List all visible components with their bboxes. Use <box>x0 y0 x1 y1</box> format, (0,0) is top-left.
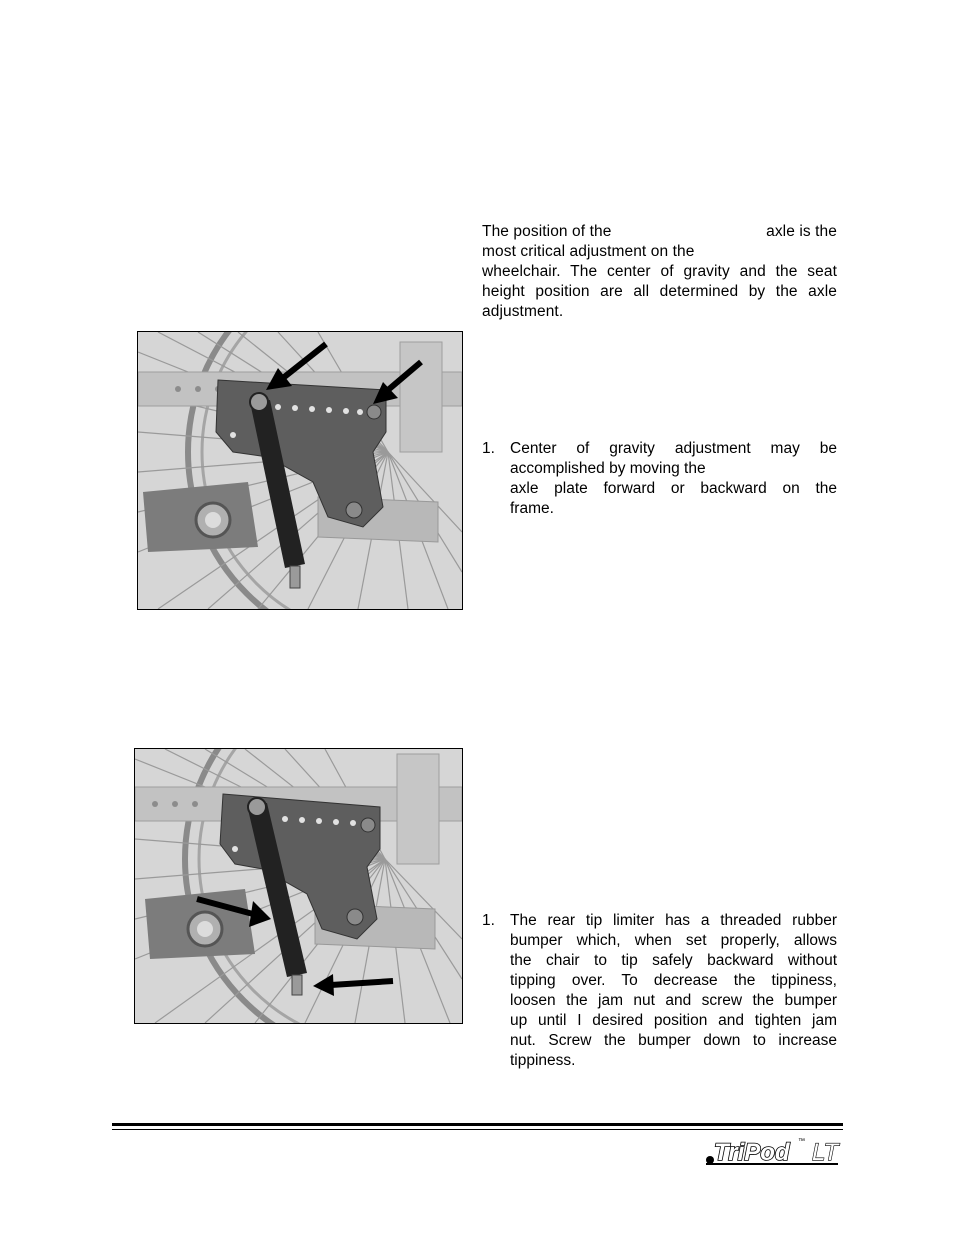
intro-line-1-row <box>482 222 837 242</box>
tip-step <box>482 911 838 1071</box>
logo-text: TriPod <box>714 1139 790 1166</box>
cog-step-number: 1. <box>482 440 495 457</box>
tip-line-2: bumper which, when set properly, allows <box>510 932 837 949</box>
tip-line-5: loosen the jam nut and screw the bumper <box>510 992 837 1009</box>
tip-line-7: nut. Screw the bumper down to increase <box>510 1032 837 1049</box>
footer-rule-thin <box>112 1129 843 1130</box>
cog-step-body <box>510 439 837 519</box>
tip-line-8: tippiness. <box>510 1052 576 1069</box>
cog-line-2: accomplished by moving the <box>510 460 706 477</box>
tip-limiter-illustration <box>135 749 462 1023</box>
intro-line-5: height position are all determined by the axle <box>482 283 837 300</box>
intro-line-2: axle is the <box>766 223 837 240</box>
tip-line-4: tipping over. To decrease the tippiness, <box>510 972 837 989</box>
tripod-logo-mark <box>700 1133 842 1167</box>
intro-line-4: wheelchair. The center of gravity and the seat <box>482 263 837 280</box>
cog-line-4: frame. <box>510 500 554 517</box>
intro-line-3: most critical adjustment on the <box>482 243 695 260</box>
tip-line-3: the chair to tip safely backward without <box>510 952 837 969</box>
footer-rule-thick <box>112 1123 843 1126</box>
logo-suffix: LT <box>812 1139 839 1166</box>
intro-paragraph <box>482 222 837 322</box>
tripod-lt-logo <box>700 1133 842 1167</box>
axle-plate-photo <box>137 331 463 610</box>
cog-step <box>482 439 838 519</box>
logo-tm: ™ <box>798 1138 805 1145</box>
axle-plate-illustration <box>138 332 462 609</box>
tip-line-6: up until I desired position and tighten jam <box>510 1012 837 1029</box>
cog-line-3: axle plate forward or backward on the <box>510 480 837 497</box>
tip-step-body <box>510 911 837 1071</box>
tip-step-number: 1. <box>482 912 495 929</box>
tip-limiter-photo <box>134 748 463 1024</box>
intro-line-6: adjustment. <box>482 303 564 320</box>
intro-line-1: The position of the <box>482 223 612 240</box>
tip-line-1: The rear tip limiter has a threaded rubber <box>510 912 837 929</box>
cog-line-1: Center of gravity adjustment may be <box>510 440 837 457</box>
